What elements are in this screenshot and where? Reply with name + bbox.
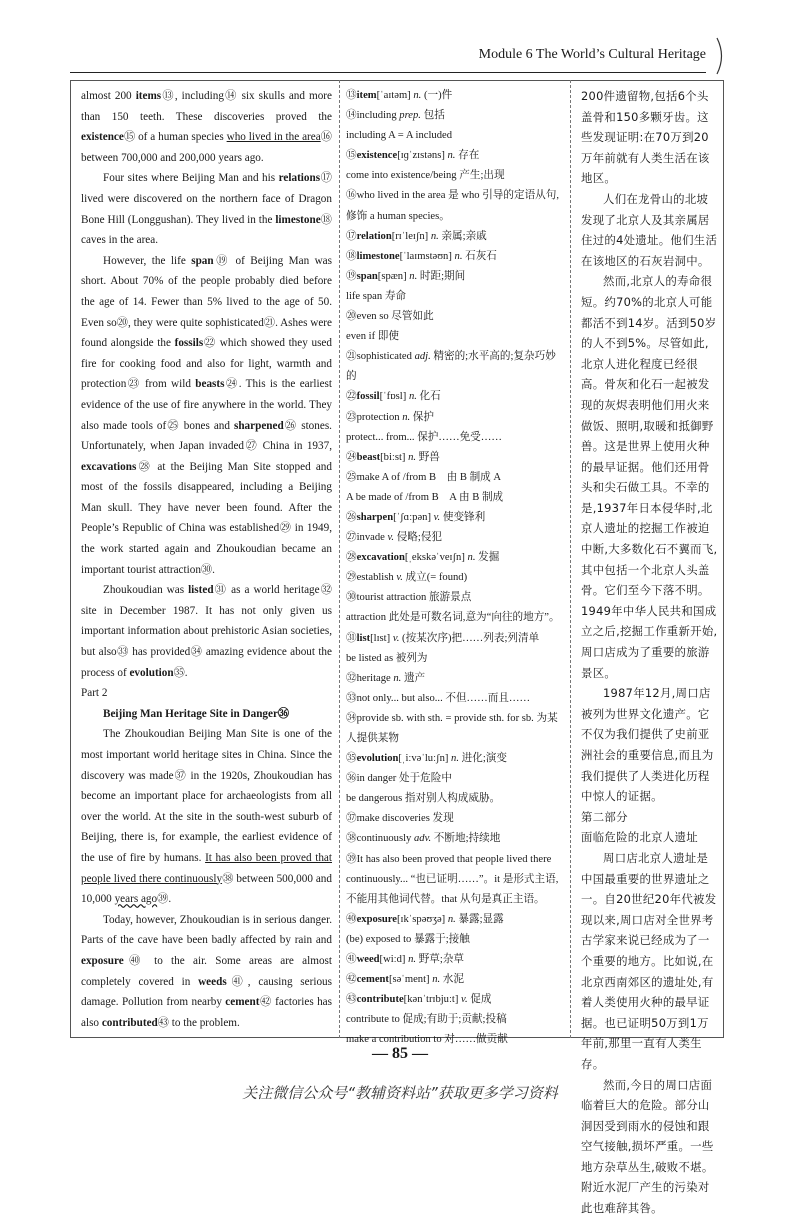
vocabulary-note: ㊳continuously adv. 不断地;持续地 <box>346 833 501 845</box>
vocabulary-note: be listed as 被列为 <box>346 652 428 664</box>
vocabulary-note: ㉓protection n. 保护 <box>346 411 434 423</box>
vocabulary-note: ㊷cement[səˈment] n. 水泥 <box>346 974 464 986</box>
english-paragraph: However, the life span⑲ of Beijing Man was short. About 70% of the people probably died before the age of 14. Fewer than 5% lived to the age of 50. Even so⑳, they were quite sophisticated㉑. Ashes were found alongside the fossils㉒ which showed they used fire for cooking food and also for light, warmth and protection㉓ from wild beasts㉔. This is the earliest evidence of the use of fire anywhere in the world. They also made tools of㉕ bones and sharpened㉖ stones. Unfortunately, when Japan invaded㉗ China in 1937, excavations㉘ at the Beijing Man Site stopped and most of the fossils disappeared, including a Beijing Man skull. They have never been found. After the People’s Republic of China was established㉙ in 1949, the work started again and Zhoukoudian became an important tourist attraction㉚. <box>81 254 332 576</box>
english-paragraph: Beijing Man Heritage Site in Danger㊱ <box>103 707 290 720</box>
chinese-paragraph: 面临危险的北京人遗址 <box>581 830 698 845</box>
english-paragraph: Zhoukoudian was listed㉛ as a world heritage㉜ site in December 1987. It has not only given us important information about prehistoric Asian societies, but also㉝ has provided㉞ amazing evidence about the process of evolution㉟. <box>81 584 332 679</box>
vocabulary-note: attraction 此处是可数名词,意为“向往的地方”。 <box>346 612 560 624</box>
vocabulary-note: ㉞provide sb. with sth. = provide sth. for sb. 为某人提供某物 <box>346 712 558 744</box>
vocabulary-note: A be made of /from B A 由 B 制成 <box>346 491 504 503</box>
vocabulary-note: ㉘excavation[ˌekskəˈveɪʃn] n. 发掘 <box>346 552 500 564</box>
vocabulary-note: ㉕make A of /from B 由 B 制成 A <box>346 471 502 483</box>
english-paragraph: The Zhoukoudian Beijing Man Site is one of the most important world heritage sites in China. Since the discovery was made㊲ in the 1920s, Zhoukoudian has become an important place for archaeologists from all over the world. At the site in the south-west suburb of Beijing, there is, for example, the earliest evidence of the use of fire by humans. It has also been proved that people lived there continuously㊳ between 500,000 and 10,000 years ago㊴. <box>81 728 332 906</box>
vocabulary-note: contribute to 促成;有助于;贡献;投稿 <box>346 1014 507 1026</box>
column-divider-right <box>570 80 571 1038</box>
vocabulary-note: ㉚tourist attraction 旅游景点 <box>346 592 472 604</box>
chinese-paragraph: 1987年12月,周口店被列为世界文化遗产。它不仅为我们提供了史前亚洲社会的重要信息,而且为我们提供了人类进化历程中惊人的证据。 <box>581 686 714 804</box>
vocabulary-note: ⑭including prep. 包括 <box>346 110 445 122</box>
vocabulary-note: ㊵exposure[ɪkˈspəʊʒə] n. 暴露;显露 <box>346 913 504 925</box>
vocabulary-note: life span 寿命 <box>346 290 407 302</box>
chinese-paragraph: 然而,今日的周口店面临着巨大的危险。部分山洞因受到雨水的侵蚀和跟空气接触,损坏严重。一些地方杂草丛生,破败不堪。附近水泥厂产生的污染对此也难辞其咎。 <box>581 1077 714 1216</box>
vocabulary-note: even if 即使 <box>346 331 399 343</box>
vocabulary-note: ⑮existence[ɪɡˈzɪstəns] n. 存在 <box>346 150 480 162</box>
vocabulary-note: make a contribution to 对……做贡献 <box>346 1034 508 1046</box>
vocabulary-note: come into existence/being 产生;出现 <box>346 170 505 182</box>
vocabulary-note: ⑯who lived in the area 是 who 引导的定语从句,修饰 a human species。 <box>346 190 560 222</box>
chinese-paragraph: 周口店北京人遗址是中国最重要的世界遗址之一。自20世纪20年代被发现以来,周口店对全世界考古学家来说已经成为了一个重要的地方。比如说,在北京西南郊区的遗址处,有着人类使用火种的最早证据。也已证明50万到1万年前,那里一直有人类生存。 <box>581 850 717 1071</box>
chinese-translation-column <box>573 80 724 1216</box>
vocabulary-note: ㉖sharpen[ˈʃɑːpən] v. 使变锋利 <box>346 511 486 523</box>
vocabulary-note: ⑲span[spæn] n. 时距;期间 <box>346 270 466 282</box>
vocabulary-note: ㉙establish v. 成立(= found) <box>346 572 468 584</box>
vocabulary-note: ㊴It has also been proved that people lived there continuously... “也已证明……”。it 是形式主语,不能用其他词代替。that 从句是真正主语。 <box>346 853 559 905</box>
vocabulary-note: protect... from... 保护……免受…… <box>346 431 502 443</box>
header-bracket-decoration <box>714 36 728 76</box>
column-divider-left <box>339 80 340 1038</box>
vocabulary-note: including A = A included <box>346 130 453 142</box>
vocabulary-note: ㊱in danger 处于危险中 <box>346 773 452 785</box>
vocabulary-note: ⑳even so 尽管如此 <box>346 311 434 323</box>
vocabulary-notes-column <box>342 80 567 1046</box>
page-header-title: Module 6 The World’s Cultural Heritage <box>478 47 706 62</box>
vocabulary-note: ㉜heritage n. 遗产 <box>346 672 426 684</box>
vocabulary-note: ⑰relation[rɪˈleɪʃn] n. 亲属;亲戚 <box>346 230 487 242</box>
vocabulary-note: ㉔beast[biːst] n. 野兽 <box>346 451 440 463</box>
vocabulary-note: ㉗invade v. 侵略;侵犯 <box>346 532 443 544</box>
vocabulary-note: ㉝not only... but also... 不但……而且…… <box>346 692 531 704</box>
english-text-column <box>72 80 336 1038</box>
page-number: — 85 — <box>372 1045 428 1062</box>
vocabulary-note: ㊸contribute[kənˈtrɪbjuːt] v. 促成 <box>346 994 492 1006</box>
english-paragraph: Today, however, Zhoukoudian is in serious danger. Parts of the cave have been badly affected by rain and exposure㊵ to the air. Some areas are almost completely covered in weeds㊶, causing serious damage. Pollution from nearby cement㊷ factories has also contributed㊸ to the problem. <box>81 913 332 1029</box>
english-paragraph: Part 2 <box>81 687 108 700</box>
vocabulary-note: ⑬item[ˈaɪtəm] n. (一)件 <box>346 90 453 101</box>
chinese-paragraph: 第二部分 <box>581 809 628 824</box>
vocabulary-note: ㊲make discoveries 发现 <box>346 813 454 825</box>
vocabulary-note: be dangerous 指对别人构成威胁。 <box>346 793 501 805</box>
header-rule <box>70 72 706 73</box>
chinese-paragraph: 然而,北京人的寿命很短。约70%的北京人可能都活不到14岁。活到50岁的人不到5%。尽管如此,北京人进化程度已经很高。骨灰和化石一起被发现的灰烬表明他们用火来做饭、照明,取暖和抵御野兽。这是世界上使用火种的最早证据。他们还用骨头和尖石做工具。不幸的是,1937年日本侵华时,北京人遗址的挖掘工作被迫中断,大多数化石不翼而飞,其中包括一个北京人头盖骨。它们至今下落不明。1949年中华人民共和国成立之后,挖掘工作重新开始,周口店成为了重要的旅游景区。 <box>581 274 718 680</box>
vocabulary-note: ㉛list[lɪst] v. (按某次序)把……列表;列清单 <box>346 632 540 644</box>
chinese-paragraph: 200件遗留物,包括6个头盖骨和150多颗牙齿。这些发现证明:在70万到20万年前就有人类生活在该地区。 <box>581 89 710 186</box>
footer-promo-text: 关注微信公众号“教辅资料站”获取更多学习资料 <box>242 1084 558 1102</box>
english-paragraph: Four sites where Beijing Man and his relations⑰ lived were discovered on the northern face of Dragon Bone Hill (Longgushan). They lived in the limestone⑱ caves in the area. <box>81 172 332 247</box>
vocabulary-note: (be) exposed to 暴露于;接触 <box>346 933 470 945</box>
vocabulary-note: ㊶weed[wiːd] n. 野草;杂草 <box>346 954 465 966</box>
vocabulary-note: ㉒fossil[ˈfɒsl] n. 化石 <box>346 391 441 403</box>
vocabulary-note: ㉑sophisticated adj. 精密的;水平高的;复杂巧妙的 <box>346 351 556 383</box>
vocabulary-note: ⑱limestone[ˈlaɪmstəʊn] n. 石灰石 <box>346 250 497 262</box>
english-paragraph: almost 200 items⑬, including⑭ six skulls and more than 150 teeth. These discoveries proved the existence⑮ of a human species who lived in the area⑯ between 700,000 and 200,000 years ago. <box>81 90 332 164</box>
vocabulary-note: ㉟evolution[ˌiːvəˈluːʃn] n. 进化;演变 <box>346 753 507 765</box>
chinese-paragraph: 人们在龙骨山的北坡发现了北京人及其亲属居住过的4处遗址。他们生活在该地区的石灰岩洞中。 <box>581 191 718 268</box>
